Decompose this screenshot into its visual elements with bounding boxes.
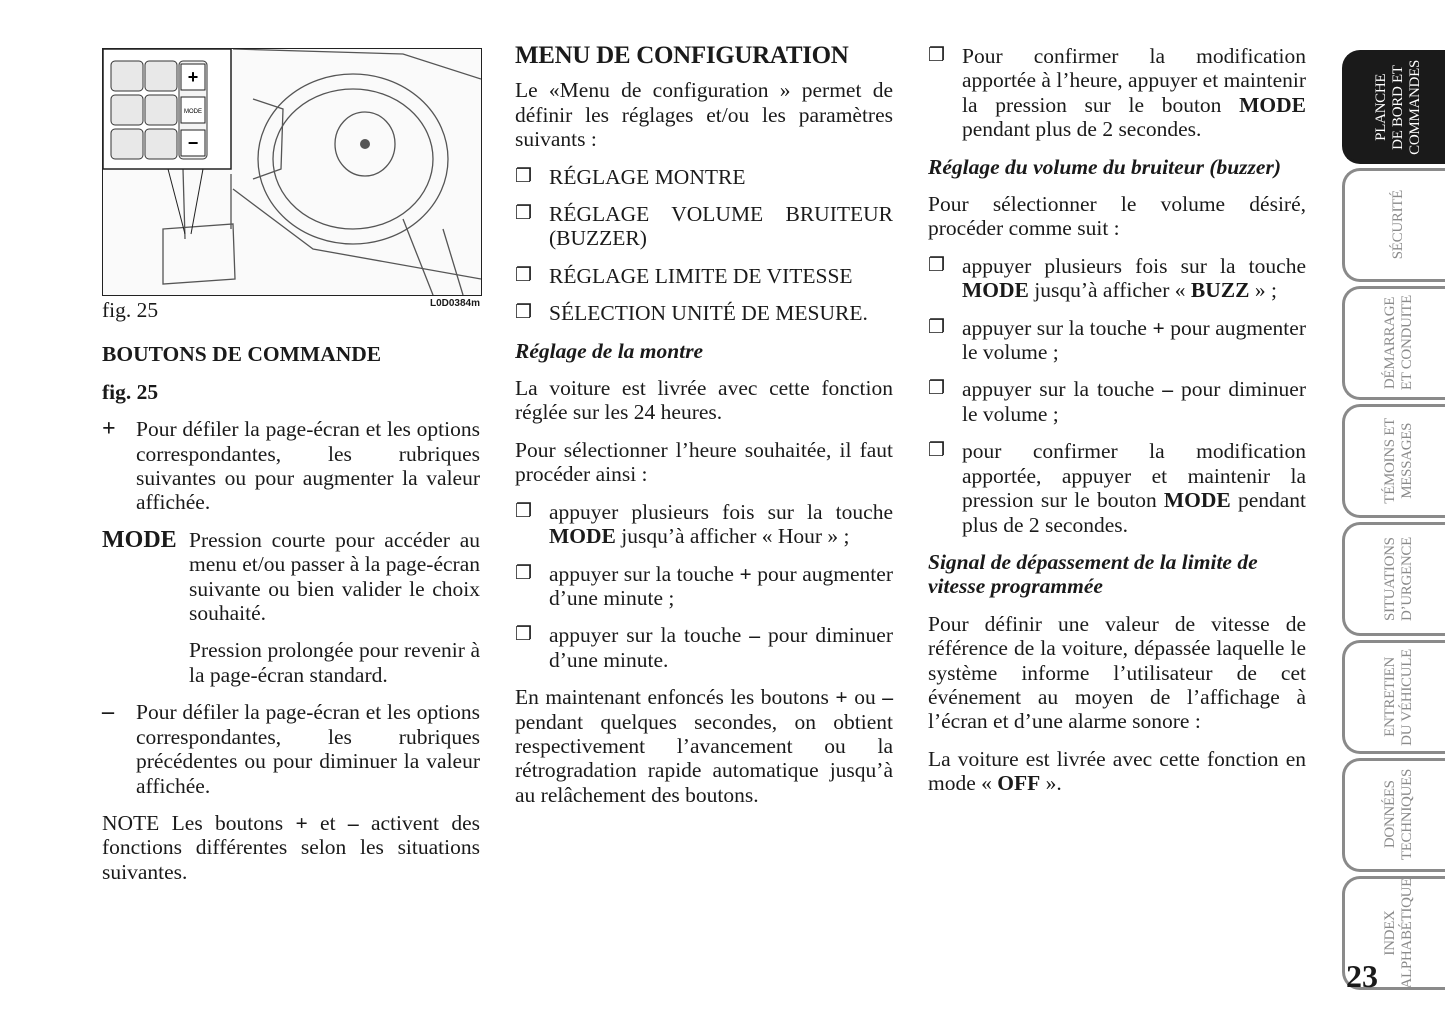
checkbox-bullet-icon: ❐ [515,264,533,286]
chapter-tab-label: DONNÉES TECHNIQUES [1381,769,1415,861]
bullet-item [515,264,893,288]
bullet-text [962,254,1306,303]
definition-text [136,417,480,515]
paragraph [515,438,893,487]
chapter-tab-label: PLANCHE DE BORD ET COMMANDES [1373,59,1423,155]
text-run: Réglage du volume du bruiteur (buzzer) [928,154,1281,179]
bullet-item [515,562,893,611]
text-run: pour diminuer le volume ; [962,377,1306,426]
italic-heading [928,550,1306,599]
paragraph [928,192,1306,241]
section-heading [515,44,893,68]
text-run: En maintenant enfoncés les boutons [515,685,836,710]
column-1-body [102,342,480,884]
text-run: pour confirmer la modification apportée, appuyer et maintenir la pression sur le bouton [962,439,1306,513]
checkbox-bullet-icon: ❐ [515,624,533,646]
text-run: et [307,810,348,835]
chapter-tab[interactable] [1342,286,1445,400]
bullet-item [515,301,893,325]
text-run: Pour sélectionner le volume désiré, procéder comme suit : [928,192,1306,241]
bullet-item [515,500,893,549]
bold-text: + [739,561,752,586]
text-run: jusqu’à afficher « Hour » ; [615,524,850,549]
text-run: pour augmenter d’une minute ; [549,561,893,610]
plus-button-label: + [187,67,199,87]
chapter-tab[interactable] [1342,522,1445,636]
bullet-item [515,165,893,189]
checkbox-bullet-icon: ❐ [928,316,946,338]
bold-text: MODE [962,278,1029,303]
text-run: ou [847,685,883,710]
text-run: appuyer plusieurs fois sur la touche [962,253,1306,278]
chapter-tab-label: INDEX ALPHABÉTIQUE [1381,877,1415,989]
text-run: RÉGLAGE MONTRE [549,164,746,189]
paragraph [515,78,893,151]
text-run: RÉGLAGE VOLUME BRUITEUR (BUZZER) [549,202,893,251]
subsection-heading [102,342,480,366]
bold-text: – [1162,377,1173,402]
dashboard-illustration [103,49,481,295]
chapter-tab[interactable] [1342,168,1445,282]
checkbox-bullet-icon: ❐ [515,500,533,522]
indented-paragraph [102,638,480,687]
text-run: La voiture est livrée avec cette fonction en mode « [928,746,1306,796]
checkbox-bullet-icon: ❐ [928,440,946,462]
text-run: Signal de dépassement de la limite de vitesse programmée [928,549,1258,599]
text-run: » ; [1249,278,1277,303]
column-1 [102,44,480,897]
checkbox-bullet-icon: ❐ [928,254,946,276]
minus-button-label: − [187,133,199,153]
chapter-tab-label: TÉMOINS ET MESSAGES [1381,418,1415,504]
definition-item [102,700,480,798]
chapter-tab-label: ENTRETIEN DU VÉHICULE [1381,648,1415,746]
text-run: pendant plus de 2 secondes. [962,117,1202,142]
text-run: activent des fonctions différentes selon les situations suivantes. [102,810,480,884]
bold-text: + [295,810,308,835]
italic-heading [928,155,1306,179]
text-run: NOTE Les boutons [102,810,296,835]
figure-code: L0D0384m [429,298,480,309]
bullet-item [928,254,1306,303]
text-run: pendant plus de 2 secondes. [962,488,1306,537]
text-run: jusqu’à afficher « [1028,278,1191,303]
chapter-tab-label: SÉCURITÉ [1390,190,1406,260]
chapter-tab-label: SITUATIONS D’URGENCE [1381,537,1415,621]
text-run: ». [1040,771,1062,796]
text-run: RÉGLAGE LIMITE DE VITESSE [549,263,853,288]
bold-text: – [749,623,760,648]
chapter-tab[interactable] [1342,50,1445,164]
definition-text [189,528,480,626]
checkbox-bullet-icon: ❐ [928,45,946,66]
text-run: Pour confirmer la modification apportée à l’heure, appuyer et maintenir la pression sur le bouton [962,44,1306,117]
bullet-text [549,500,893,549]
bullet-item [928,44,1306,142]
text-run: appuyer sur la touche [549,561,740,586]
definition-key: – [102,699,114,726]
chapter-tab[interactable] [1342,640,1445,754]
chapter-tab[interactable] [1342,404,1445,518]
bullet-item [515,623,893,672]
bullet-text [962,439,1306,537]
text-run: pour augmenter le volume ; [962,315,1306,365]
text-run: Pour sélectionner l’heure souhaitée, il faut procéder ainsi : [515,437,893,487]
text-run: Pour défiler la page-écran et les options correspondantes, les rubriques suivantes ou pour augmenter la valeur affichée. [136,417,480,515]
text-run: MENU DE CONFIGURATION [515,42,849,69]
text-run: appuyer sur la touche [962,377,1163,402]
text-run: Pression prolongée pour revenir à la page-écran standard. [189,638,480,687]
paragraph [928,747,1306,796]
bold-text: BUZZ [1190,278,1250,303]
column-2 [515,44,893,820]
chapter-tab[interactable] [1342,758,1445,872]
text-run: appuyer sur la touche [549,623,750,648]
bullet-item [515,202,893,251]
bullet-text [962,377,1306,426]
bold-text: – [347,810,359,835]
checkbox-bullet-icon: ❐ [928,378,946,400]
mode-button-label: MODE [184,109,202,115]
text-run: pendant quelques secondes, on obtient respectivement l’avancement ou la rétrogradation rapide automatique jusqu’à au relâchement des boutons. [515,709,893,807]
checkbox-bullet-icon: ❐ [515,203,533,225]
paragraph [515,685,893,807]
bold-text: + [835,685,848,710]
text-run: La voiture est livrée avec cette fonction réglée sur les 24 heures. [515,376,893,425]
bullet-item [928,439,1306,537]
checkbox-bullet-icon: ❐ [515,165,533,187]
figure-dashboard-controls [102,48,482,296]
text-run: pour diminuer d’une minute. [549,623,893,672]
bullet-text [549,165,893,189]
text-run: Pression courte pour accéder au menu et/ou passer à la page-écran suivante ou bien valider le choix souhaité. [189,527,480,626]
bold-text: – [882,685,893,710]
text-run: Pour définir une valeur de vitesse de référence de la voiture, dépassée laquelle le système informe l’utilisateur de cet événement au moyen de l’affichage à l’écran et d’une alarme sonore : [928,611,1306,734]
subsection-heading [102,380,480,404]
column-3 [928,44,1306,809]
text-run: appuyer sur la touche [962,315,1153,340]
text-run: appuyer plusieurs fois sur la touche [549,499,893,524]
paragraph [515,376,893,425]
chapter-tab-label: DÉMARRAGE ET CONDUITE [1381,295,1415,391]
bullet-text [549,301,893,325]
definition-key: MODE [102,526,177,553]
bold-text: MODE [1163,488,1231,513]
bullet-item [928,377,1306,426]
checkbox-bullet-icon: ❐ [515,302,533,324]
definition-key: + [102,416,116,443]
figure-caption-row [102,298,480,322]
bold-text: OFF [997,771,1041,796]
text-run: fig. 25 [102,379,159,404]
checkbox-bullet-icon: ❐ [515,562,533,584]
paragraph [928,612,1306,734]
bullet-text [549,623,893,672]
figure-caption: fig. 25 [102,298,159,322]
bold-text: MODE [1239,92,1306,117]
definition-text [136,700,480,798]
italic-heading [515,339,893,363]
bullet-text [962,44,1306,142]
bullet-text [962,316,1306,365]
chapter-tabs [1342,50,1445,994]
text-run: BOUTONS DE COMMANDE [102,342,382,367]
bold-text: MODE [549,524,616,549]
paragraph [102,811,480,884]
text-run: Le «Menu de configuration » permet de définir les réglages et/ou les paramètres suivants : [515,78,893,152]
bold-text: + [1152,315,1165,340]
text-run: SÉLECTION UNITÉ DE MESURE. [549,301,868,326]
bullet-text [549,264,893,288]
bullet-text [549,562,893,611]
page-number: 23 [1346,958,1378,994]
bullet-text [549,202,893,251]
definition-item [102,528,480,626]
bullet-item [928,316,1306,365]
text-run: Pour défiler la page-écran et les options correspondantes, les rubriques précédentes ou pour diminuer la valeur affichée. [136,700,480,798]
text-run: Réglage de la montre [515,338,704,363]
definition-item [102,417,480,515]
